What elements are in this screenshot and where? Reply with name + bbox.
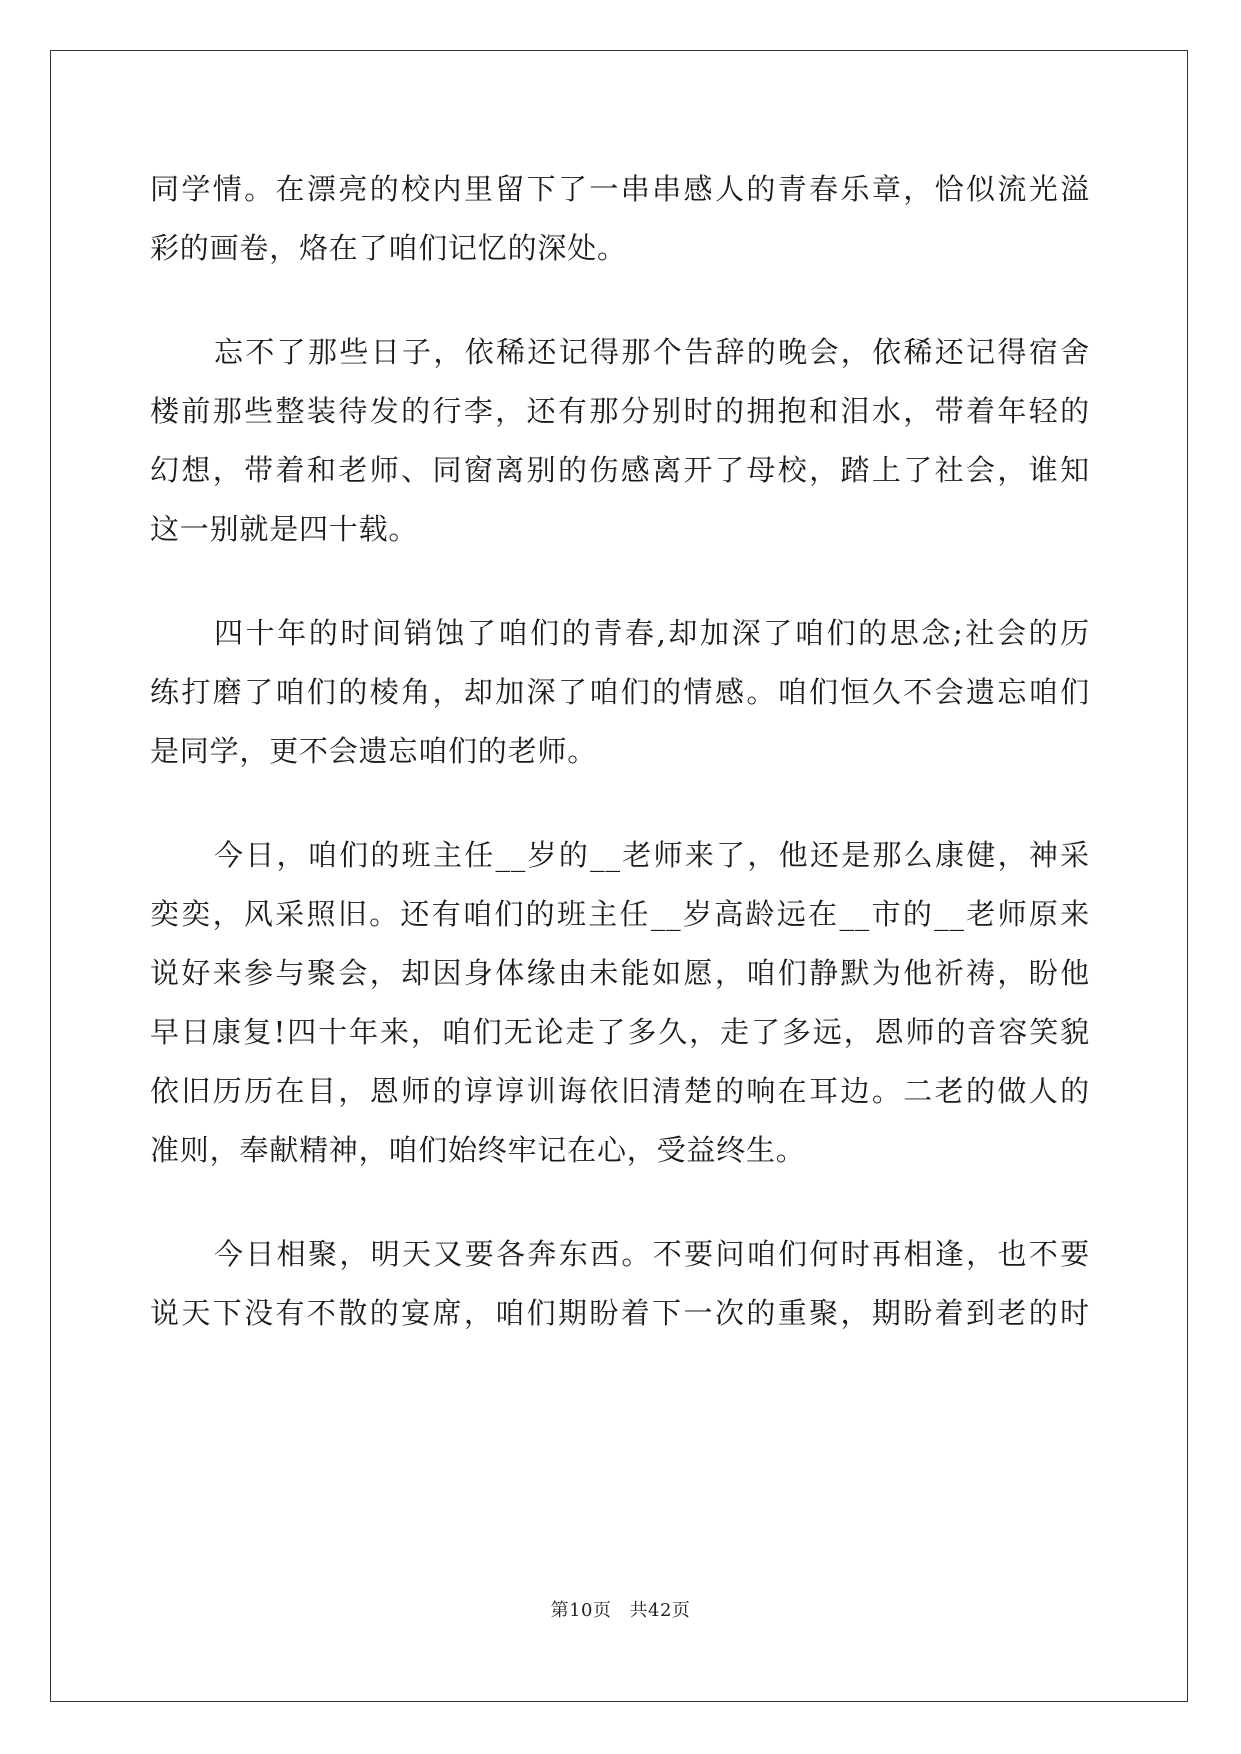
text-line: 幻想，带着和老师、同窗离别的伤感离开了母校，踏上了社会，谁知 [150,453,1090,487]
text-line: 依旧历历在目，恩师的谆谆训诲依旧清楚的响在耳边。二老的做人的 [150,1074,1090,1108]
text-line: 今日，咱们的班主任__岁的__老师来了，他还是那么康健，神采 [214,838,1090,872]
text-line: 早日康复!四十年来，咱们无论走了多久，走了多远，恩师的音容笑貌 [150,1015,1090,1049]
paragraph [150,1225,1090,1343]
text-line: 楼前那些整装待发的行李，还有那分别时的拥抱和泪水，带着年轻的 [150,394,1090,428]
page-footer [0,1596,1241,1622]
paragraph [150,826,1090,1180]
page-total: 共42页 [629,1600,691,1621]
text-line: 今日相聚，明天又要各奔东西。不要问咱们何时再相逢，也不要 [214,1237,1090,1271]
paragraph [150,604,1090,781]
paragraph [150,160,1090,278]
text-line: 准则，奉献精神，咱们始终牢记在心，受益终生。 [150,1133,806,1167]
text-line: 彩的画卷，烙在了咱们记忆的深处。 [150,231,627,265]
text-line: 忘不了那些日子，依稀还记得那个告辞的晚会，依稀还记得宿舍 [214,335,1090,369]
document-body [150,160,1090,1343]
page-number: 第10页 [550,1600,612,1621]
text-line: 四十年的时间销蚀了咱们的青春,却加深了咱们的思念;社会的历 [214,616,1090,650]
text-line: 同学情。在漂亮的校内里留下了一串串感人的青春乐章，恰似流光溢 [150,172,1090,206]
text-line: 奕奕，风采照旧。还有咱们的班主任__岁高龄远在__市的__老师原来 [150,897,1090,931]
paragraph [150,323,1090,559]
text-line: 是同学，更不会遗忘咱们的老师。 [150,734,598,768]
text-line: 练打磨了咱们的棱角，却加深了咱们的情感。咱们恒久不会遗忘咱们 [150,675,1090,709]
text-line: 这一别就是四十载。 [150,512,419,546]
text-line: 说好来参与聚会，却因身体缘由未能如愿，咱们静默为他祈祷，盼他 [150,956,1090,990]
text-line: 说天下没有不散的宴席，咱们期盼着下一次的重聚，期盼着到老的时 [150,1296,1090,1330]
